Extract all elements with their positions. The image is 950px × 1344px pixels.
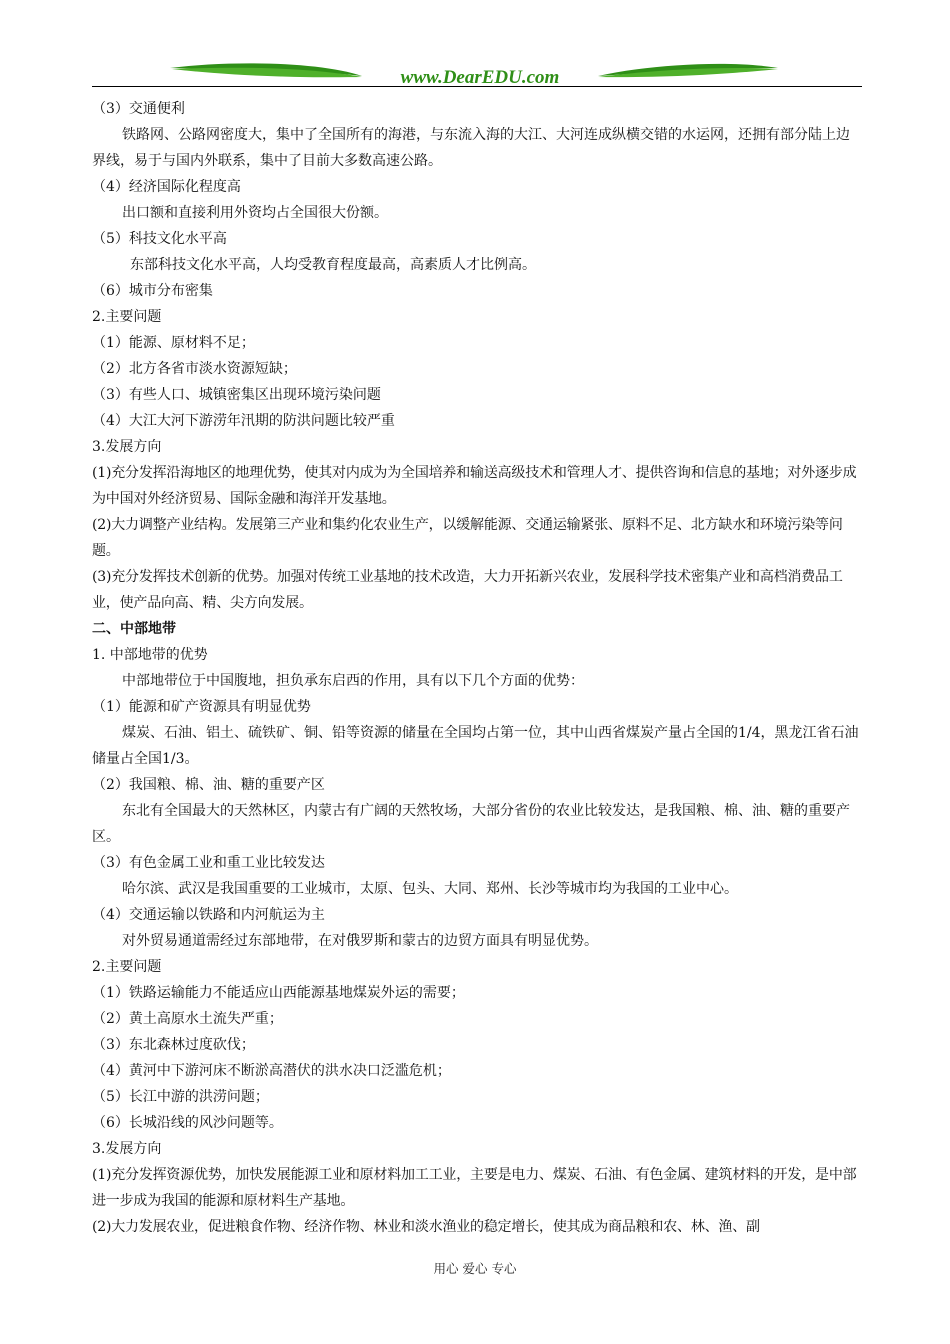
document-body <box>92 96 862 1240</box>
subheading: （3）交通便利 <box>92 101 185 117</box>
list-item: （3）东北森林过度砍伐； <box>92 1037 255 1053</box>
paragraph: 中部地带位于中国腹地，担负承东启西的作用，具有以下几个方面的优势： <box>122 673 584 689</box>
paragraph: (3)充分发挥技术创新的优势。加强对传统工业基地的技术改造，大力开拓新兴农业，发展科学技术密集产业和高档消费品工业，使产品向高、精、尖方向发展。 <box>92 569 843 611</box>
chapter-heading: 二、中部地带 <box>92 621 176 637</box>
list-item: （1）铁路运输能力不能适应山西能源基地煤炭外运的需要； <box>92 985 465 1001</box>
list-item: （3）有些人口、城镇密集区出现环境污染问题 <box>92 387 381 403</box>
subheading: （1）能源和矿产资源具有明显优势 <box>92 699 311 715</box>
paragraph: 哈尔滨、武汉是我国重要的工业城市，太原、包头、大同、郑州、长沙等城市均为我国的工业中心。 <box>122 881 738 897</box>
list-item: （2）北方各省市淡水资源短缺； <box>92 361 297 377</box>
subheading: （3）有色金属工业和重工业比较发达 <box>92 855 325 871</box>
page-footer: 用心 爱心 专心 <box>433 1261 517 1276</box>
paragraph: 铁路网、公路网密度大，集中了全国所有的海港，与东流入海的大江、大河连成纵横交错的水运网，还拥有部分陆上边界线，易于与国内外联系，集中了目前大多数高速公路。 <box>92 127 850 169</box>
paragraph: 煤炭、石油、铝土、硫铁矿、铜、铅等资源的储量在全国均占第一位，其中山西省煤炭产量占全国的1/4，黑龙江省石油储量占全国1/3。 <box>92 725 859 767</box>
header-divider <box>92 86 862 87</box>
section-heading: 1. 中部地带的优势 <box>92 647 208 663</box>
paragraph: 东北有全国最大的天然林区，内蒙古有广阔的天然牧场，大部分省份的农业比较发达，是我国粮、棉、油、糖的重要产区。 <box>92 803 850 845</box>
paragraph: (2)大力调整产业结构。发展第三产业和集约化农业生产，以缓解能源、交通运输紧张、原料不足、北方缺水和环境污染等问题。 <box>92 517 843 559</box>
paragraph: 出口额和直接利用外资均占全国很大份额。 <box>122 205 388 221</box>
list-item: （1）能源、原材料不足； <box>92 335 255 351</box>
section-heading: 3.发展方向 <box>92 1141 162 1157</box>
list-item: （6）长城沿线的风沙问题等。 <box>92 1115 283 1131</box>
subheading: （4）交通运输以铁路和内河航运为主 <box>92 907 325 923</box>
subheading: （4）经济国际化程度高 <box>92 179 241 195</box>
paragraph: (2)大力发展农业，促进粮食作物、经济作物、林业和淡水渔业的稳定增长，使其成为商品粮和农、林、渔、副 <box>92 1219 760 1235</box>
list-item: （4）大江大河下游涝年汛期的防洪问题比较严重 <box>92 413 395 429</box>
logo-text: www.DearEDU.com <box>400 67 560 88</box>
paragraph: 对外贸易通道需经过东部地带，在对俄罗斯和蒙古的边贸方面具有明显优势。 <box>122 933 598 949</box>
subheading: （6）城市分布密集 <box>92 283 213 299</box>
list-item: （4）黄河中下游河床不断淤高潜伏的洪水决口泛滥危机； <box>92 1063 451 1079</box>
paragraph: (1)充分发挥资源优势，加快发展能源工业和原材料加工工业，主要是电力、煤炭、石油、有色金属、建筑材料的开发，是中部进一步成为我国的能源和原材料生产基地。 <box>92 1167 857 1209</box>
paragraph: 东部科技文化水平高，人均受教育程度最高，高素质人才比例高。 <box>130 257 536 273</box>
paragraph: (1)充分发挥沿海地区的地理优势，使其对内成为为全国培养和输送高级技术和管理人才、提供咨询和信息的基地；对外逐步成为中国对外经济贸易、国际金融和海洋开发基地。 <box>92 465 857 507</box>
subheading: （2）我国粮、棉、油、糖的重要产区 <box>92 777 325 793</box>
section-heading: 2.主要问题 <box>92 959 162 975</box>
list-item: （2）黄土高原水土流失严重； <box>92 1011 283 1027</box>
section-heading: 3.发展方向 <box>92 439 162 455</box>
list-item: （5）长江中游的洪涝问题； <box>92 1089 269 1105</box>
subheading: （5）科技文化水平高 <box>92 231 227 247</box>
section-heading: 2.主要问题 <box>92 309 162 325</box>
